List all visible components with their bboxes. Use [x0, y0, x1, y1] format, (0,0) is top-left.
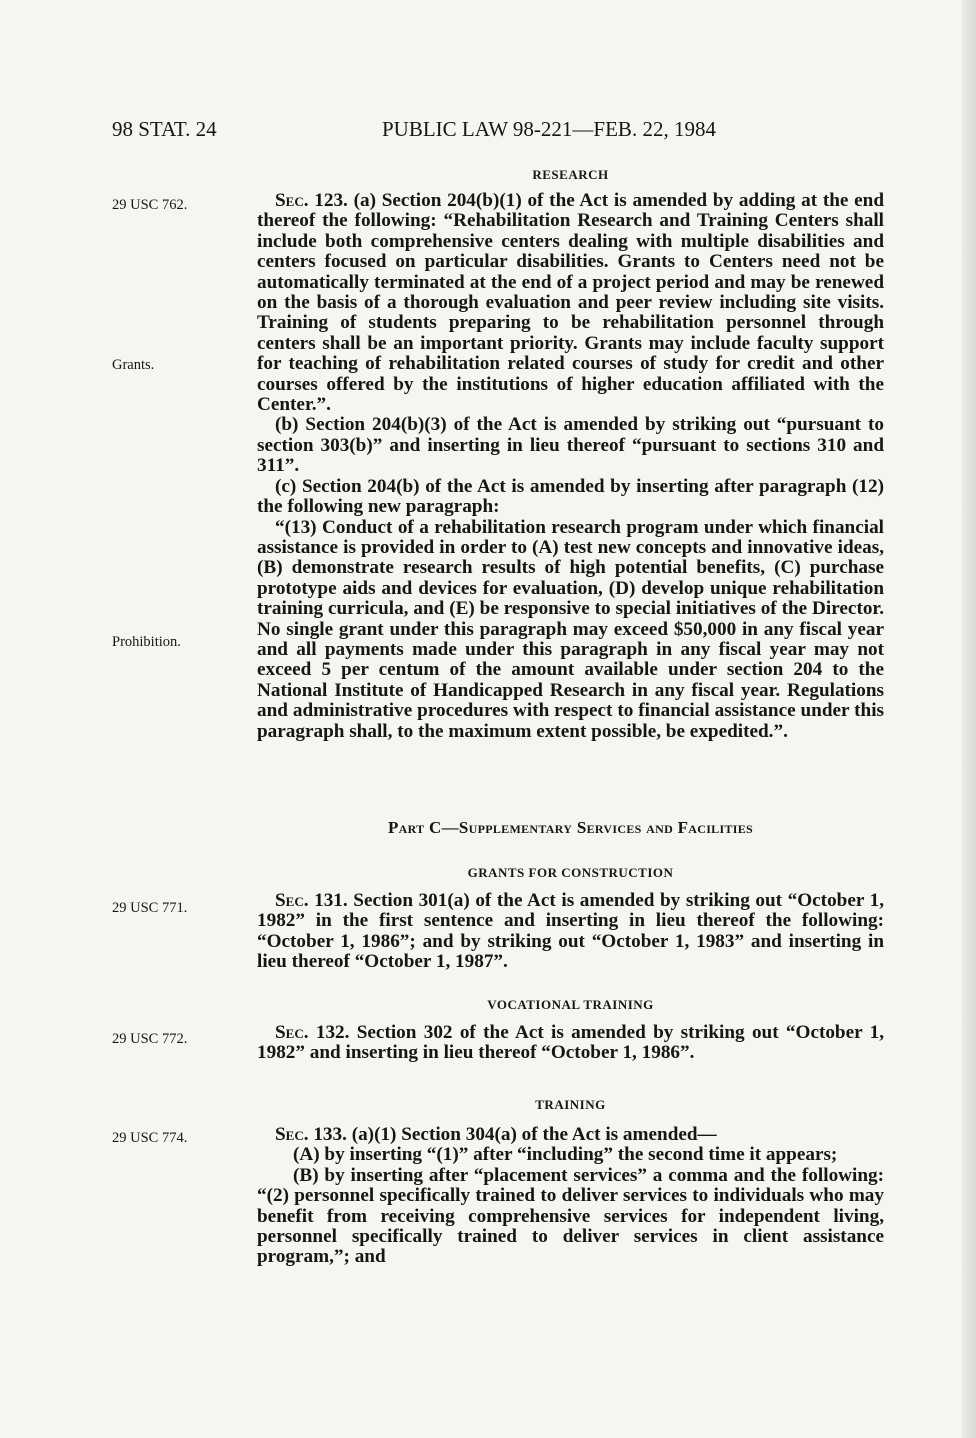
section-123-b: (b) Section 204(b)(3) of the Act is amended by striking out “pursuant to section 303(b)” and inserting in lieu thereof “pursuant to sections 310 and 311”.: [257, 414, 884, 477]
stat-reference: 98 STAT. 24: [112, 117, 217, 141]
section-133-B: (B) by inserting after “placement services” a comma and the following: “(2) personnel specifically trained to deliver services to individuals who may benefit from receiving comprehensive services for independent living, personnel specifically trained to deliver services in client assistance program,”; and: [257, 1164, 884, 1268]
page-header: [112, 117, 882, 147]
sec-label: Sec.: [275, 1022, 309, 1043]
section-131-text: 131. Section 301(a) of the Act is amended by striking out “October 1, 1982” in the first sentence and inserting in lieu thereof the following: “October 1, 1986”; and by striking out “October 1, 1983” and inserting in lieu thereof “October 1, 1987”.: [257, 890, 884, 973]
vocational-heading: VOCATIONAL TRAINING: [487, 997, 654, 1012]
section-123-paragraph-13: “(13) Conduct of a rehabilitation research program under which financial assistance is provided in order to (A) test new concepts and innovative ideas, (B) demonstrate research results of high potential benefits, (C) purchase prototype aids and devices for evaluation, (D) develop unique rehabilitation training curricula, and (E) be responsive to special initiatives of the Director. No single grant under this paragraph may exceed $50,000 in any fiscal year and all payments made under this paragraph in any fiscal year may not exceed 5 per centum of the amount available under section 204 to the National Institute of Handicapped Research in any fiscal year. Regulations and administrative procedures with respect to financial assistance under this paragraph shall, to the maximum extent possible, be expedited.”.: [257, 516, 884, 742]
margin-note-usc-762: 29 USC 762.: [112, 197, 188, 213]
section-133-A: (A) by inserting “(1)” after “including” the second time it appears;: [293, 1144, 838, 1166]
part-c-heading: Part C—Supplementary Services and Facilities: [387, 818, 754, 837]
section-131: [257, 891, 884, 973]
section-123-c: (c) Section 204(b) of the Act is amended by inserting after paragraph (12) the following new paragraph:: [257, 475, 884, 518]
section-132: [257, 1023, 884, 1064]
law-title: PUBLIC LAW 98-221—FEB. 22, 1984: [382, 117, 716, 141]
section-123-block: [257, 191, 884, 742]
margin-note-prohibition: Prohibition.: [112, 634, 181, 650]
section-131-block: [257, 891, 884, 973]
section-132-text: 132. Section 302 of the Act is amended by striking out “October 1, 1982” and inserting in lieu thereof “October 1, 1986”.: [257, 1022, 884, 1064]
section-132-block: [257, 1023, 884, 1064]
page-edge-shadow: [962, 0, 976, 1438]
construction-heading: GRANTS FOR CONSTRUCTION: [467, 865, 674, 880]
sec-label: Sec.: [275, 190, 309, 211]
section-123-a: [257, 191, 884, 415]
section-123-a-text: 123. (a) Section 204(b)(1) of the Act is amended by adding at the end thereof the following: “Rehabilitation Research and Training Centers shall include both comprehensive centers dealing with multiple disabilities and centers focused on particular disabilities. Grants to Centers need not be automatically terminated at the end of a project period and may be renewed on the basis of a thorough evaluation and peer review including site visits. Training of students preparing to be rehabilitation personnel through centers shall be an important priority. Grants may include faculty support for teaching of rehabilitation related courses of study for credit and other courses offered by the institutions of higher education affiliated with the Center.”.: [257, 190, 884, 416]
margin-note-usc-774: 29 USC 774.: [112, 1130, 188, 1146]
margin-note-usc-772: 29 USC 772.: [112, 1031, 188, 1047]
research-heading: RESEARCH: [532, 167, 609, 182]
sec-label: Sec.: [275, 1124, 309, 1145]
section-133-block: [257, 1125, 884, 1268]
section-133: [257, 1125, 884, 1145]
margin-note-grants: Grants.: [112, 357, 155, 373]
training-heading: TRAINING: [535, 1097, 606, 1112]
margin-note-usc-771: 29 USC 771.: [112, 900, 188, 916]
sec-label: Sec.: [275, 890, 309, 911]
section-133-text: 133. (a)(1) Section 304(a) of the Act is amended—: [308, 1124, 717, 1145]
